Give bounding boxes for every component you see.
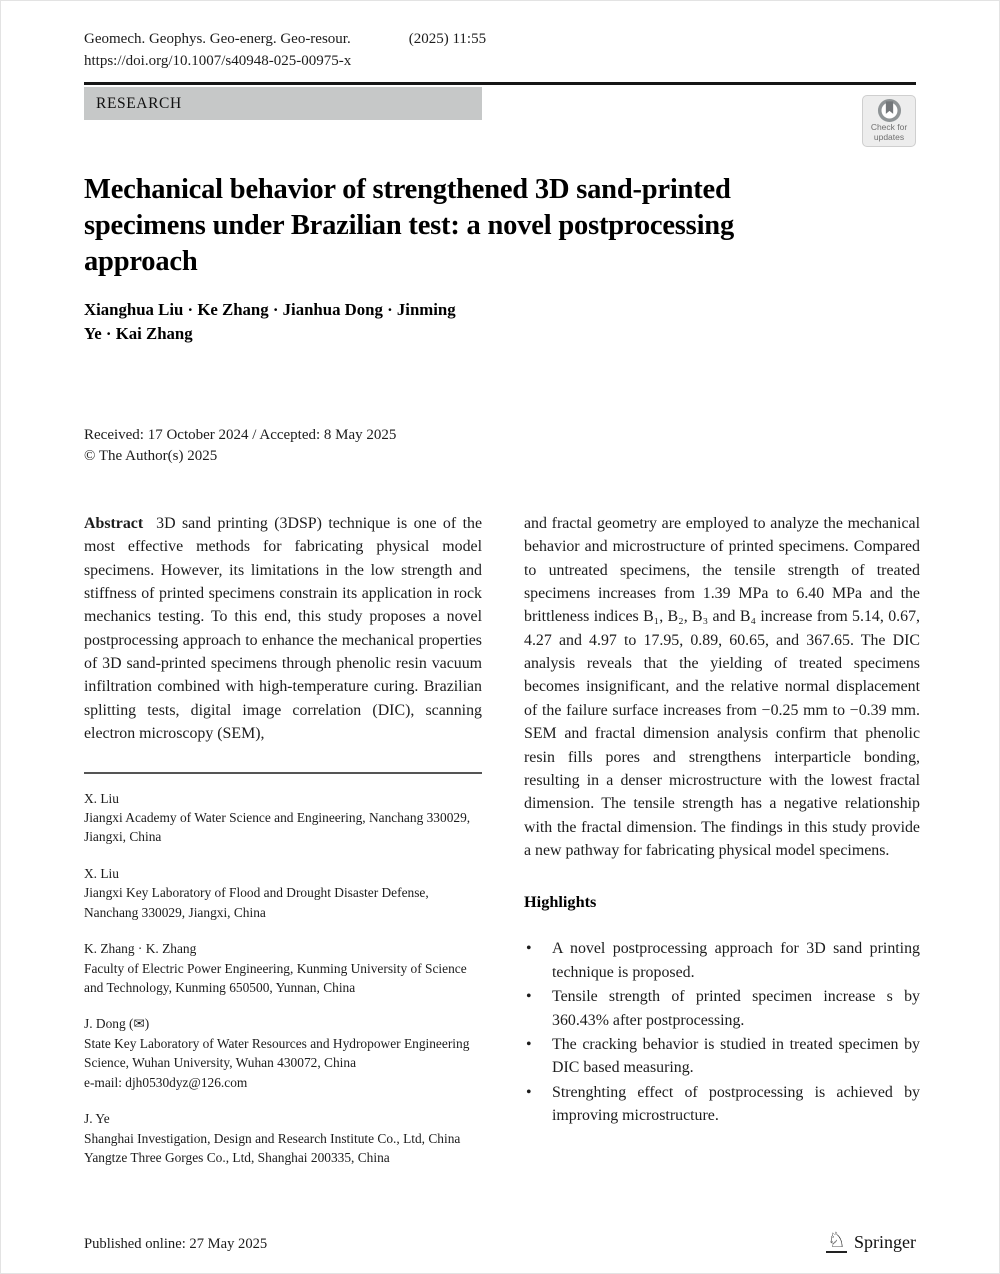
affiliation-names: X. Liu (84, 865, 119, 881)
affiliations (84, 789, 482, 1168)
body-columns (84, 512, 920, 1185)
affiliation-address: Faculty of Electric Power Engineering, Kunming University of Science and Technology, Kunming 650500, Yunnan, China (84, 960, 467, 995)
affiliation-names: J. Dong (✉) (84, 1016, 150, 1032)
journal-header (84, 29, 916, 51)
affiliation-names: J. Ye (84, 1111, 110, 1127)
affiliation-block (84, 1109, 482, 1167)
highlights-list (524, 937, 920, 1127)
affiliation-block (84, 789, 482, 847)
publisher-name: Springer (854, 1231, 916, 1252)
authors: Xianghua Liu · Ke Zhang · Jianhua Dong · Jinming Ye · Kai Zhang (84, 300, 456, 344)
affiliation-address: State Key Laboratory of Water Resources and Hydropower Engineering Science, Wuhan University, Wuhan 430072, China (84, 1035, 470, 1071)
dates-block (84, 425, 916, 467)
highlight-item: • A novel postprocessing approach for 3D sand printing technique is proposed. (524, 937, 920, 984)
affiliation-block (84, 1014, 482, 1092)
journal-issue: (2025) 11:55 (408, 31, 487, 47)
affiliation-address: Jiangxi Academy of Water Science and Engineering, Nanchang 330029, Jiangxi, China (84, 809, 471, 845)
left-column (84, 512, 482, 1185)
springer-knight-icon: ♘ (827, 1228, 846, 1253)
published-online: Published online: 27 May 2025 (84, 1236, 268, 1252)
bullet-icon: • (526, 1083, 532, 1101)
bullet-icon: • (526, 1035, 532, 1053)
footnote-rule (84, 772, 482, 774)
received-accepted: Received: 17 October 2024 / Accepted: 8 May 2025 (84, 426, 397, 443)
abstract-text-col2: and fractal geometry are employed to analyze the mechanical behavior and microstructure of printed specimens. Compared to untreated specimens, the tensile strength of treated specimens increases from 1.39 MPa to 6.40 MPa and the brittleness indices B₁, B₂, B₃ and B₄ increase from 5.14, 0.67, 4.27 and 4.97 to 17.95, 0.89, 60.65, and 367.65. The DIC analysis reveals that the yielding of treated specimens becomes insignificant, and the relative normal displacement of the failure surface increases from −0.25 mm to −0.39 mm. SEM and fractal dimension analysis confirm that phenolic resin fills pores and strengthens interparticle bonding, resulting in a denser microstructure with the lowest fractal dimension. The tensile strength has a negative relationship with the fractal dimension. The findings in this study provide a new pathway for fabricating physical model specimens. (524, 514, 920, 859)
affiliation-address: Shanghai Investigation, Design and Research Institute Co., Ltd, China Yangtze Three Gorges Co., Ltd, Shanghai 200335, China (84, 1130, 461, 1166)
article-title: Mechanical behavior of strengthened 3D sand-printed specimens under Brazilian test: a novel postprocessing approach (84, 173, 734, 277)
affiliation-block (84, 939, 482, 997)
corresponding-email[interactable]: e-mail: djh0530dyz@126.com (84, 1074, 248, 1090)
affiliation-address: Jiangxi Key Laboratory of Flood and Drought Disaster Defense, Nanchang 330029, Jiangxi, China (84, 885, 429, 920)
check-updates-icon (877, 98, 902, 123)
header-rule (84, 82, 916, 85)
copyright: © The Author(s) 2025 (84, 447, 218, 464)
highlight-item: • The cracking behavior is studied in treated specimen by DIC based measuring. (524, 1033, 920, 1080)
article-type-badge: RESEARCH (84, 87, 482, 120)
check-badge-label: Check for updates (870, 122, 908, 142)
highlight-item: • Tensile strength of printed specimen increase s by 360.43% after postprocessing. (524, 985, 920, 1032)
abstract-label: Abstract (84, 514, 144, 532)
page-footer (84, 1228, 916, 1253)
highlights-heading: Highlights (524, 892, 597, 912)
highlight-item: • Strenghting effect of postprocessing is achieved by improving microstructure. (524, 1081, 920, 1128)
bullet-icon: • (526, 988, 532, 1006)
bullet-icon: • (526, 940, 532, 958)
affiliation-names: K. Zhang · K. Zhang (84, 941, 197, 957)
check-for-updates-badge[interactable] (862, 95, 916, 147)
affiliation-block (84, 864, 482, 922)
affiliation-names: X. Liu (84, 790, 119, 806)
abstract-text-col1: 3D sand printing (3DSP) technique is one of the most effective methods for fabricating physical model specimens. However, its limitations in the low strength and stiffness of printed specimens constrain its application in rock mechanics testing. To this end, this study proposes a novel postprocessing approach to enhance the mechanical properties of 3D sand-printed specimens through phenolic resin vacuum infiltration combined with high-temperature curing. Brazilian splitting tests, digital image correlation (DIC), scanning electron microscopy (SEM), (84, 514, 482, 743)
springer-logo (826, 1228, 916, 1253)
band-row (84, 87, 916, 142)
journal-name: Geomech. Geophys. Geo-energ. Geo-resour. (84, 31, 351, 47)
right-column (524, 512, 920, 1185)
abstract-paragraph (84, 512, 482, 746)
doi-link[interactable]: https://doi.org/10.1007/s40948-025-00975-x (84, 52, 352, 69)
